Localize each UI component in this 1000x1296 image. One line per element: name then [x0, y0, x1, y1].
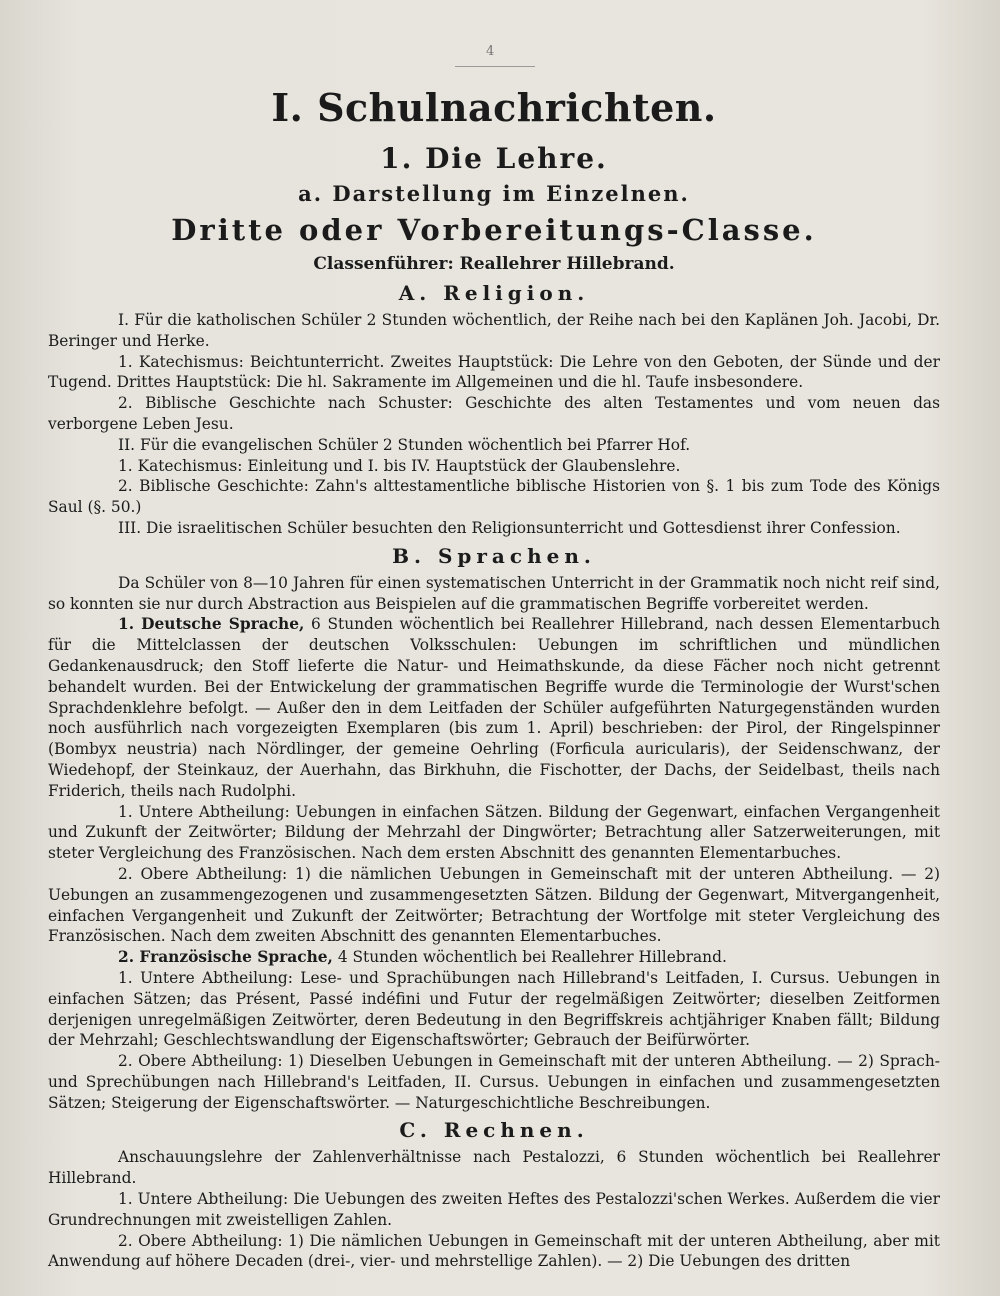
sprachen-paragraph-5	[48, 947, 940, 968]
top-rule	[455, 66, 535, 67]
heading-sprachen: B. Sprachen.	[392, 543, 596, 568]
sprachen-paragraph-4: 2. Obere Abtheilung: 1) die nämlichen Uebungen in Gemeinschaft mit der unteren Abtheilung. — 2) Uebungen an zusammengezogenen und zusammengesetzten Sätzen. Bildung der Gegenwart, Mitvergangenheit, einfachen Vergangenheit und Zukunft der Zeitwörter; Betrachtung der Wortfolge mit steter Vergleichung des Französischen. Nach dem zweiten Abschnitt des genannten Elementarbuches.	[48, 864, 940, 946]
rechnen-paragraph-3: 2. Obere Abtheilung: 1) Die nämlichen Uebungen in Gemeinschaft mit der unteren Abtheilung, aber mit Anwendung auf höhere Decaden (drei-, vier- und mehrstellige Zahlen). — 2) Die Uebungen des dritten	[48, 1231, 940, 1271]
rechnen-paragraph-2: 1. Untere Abtheilung: Die Uebungen des zweiten Heftes des Pestalozzi'schen Werkes. Außerdem die vier Grundrechnungen mit zweistelligen Zahlen.	[48, 1190, 940, 1229]
religion-paragraph-7: III. Die israelitischen Schüler besuchten den Religionsunterricht und Gottesdienst ihrer Confession.	[118, 518, 901, 537]
heading-religion: A. Religion.	[398, 281, 590, 305]
class-leader: Classenführer: Reallehrer Hillebrand.	[313, 254, 675, 274]
franzoesische-sprache-text: 4 Stunden wöchentlich bei Reallehrer Hillebrand.	[337, 948, 727, 967]
religion-paragraph-1: I. Für die katholischen Schüler 2 Stunden wöchentlich, der Reihe nach bei den Kaplänen Joh. Jacobi, Dr. Beringer und Herke.	[48, 311, 940, 350]
main-title: I. Schulnachrichten.	[271, 85, 717, 130]
class-title: Dritte oder Vorbereitungs-Classe.	[171, 213, 817, 247]
subsection-heading: a. Darstellung im Einzelnen.	[298, 181, 690, 206]
section-heading-lehre: 1. Die Lehre.	[380, 142, 608, 175]
sprachen-paragraph-1: Da Schüler von 8—10 Jahren für einen systematischen Unterricht in der Grammatik noch nicht reif sind, so konnten sie nur durch Abstraction aus Beispielen auf die grammatischen Begriffe vorbereitet werden.	[48, 573, 940, 613]
sprachen-paragraph-6: 1. Untere Abtheilung: Lese- und Sprachübungen nach Hillebrand's Leitfaden, I. Cursus. Uebungen in einfachen Sätzen; das Présent, Passé indéfini und Futur der regelmäßigen Zeitwörter; dieselben Zeitformen derjenigen unregelmäßigen Zeitwörter, deren Bedeutung in den Begriffskreis achtjähriger Knaben fällt; Bildung der Mehrzahl; Geschlechtswandlung der Eigenschaftswörter; Gebrauch der Beifürwörter.	[48, 968, 940, 1050]
deutsche-sprache-text: 6 Stunden wöchentlich bei Reallehrer Hillebrand, nach dessen Elementarbuch für die Mittelclassen der deutschen Volksschulen: Uebungen im schriftlichen und mündlichen Gedankenausdruck; den Stoff lieferte die Natur- und Heimathskunde, da diese Fächer noch nicht getrennt behandelt wurden. Bei der Entwickelung der grammatischen Begriffe wurde die Terminologie der Wurst'schen Sprachdenklehre befolgt. — Außer den in dem Leitfaden der Schüler aufgeführten Naturgegenständen wurden noch ausführlich nach vorgezeigten Exemplaren (bis zum 1. April) beschrieben: der Pirol, der Ringelspinner (Bombyx neustria) nach Nördlinger, der gemeine Oehrling (Forficula auricularis), der Seidenschwanz, der Wiedehopf, der Steinkauz, der Auerhahn, das Birkhuhn, die Fischotter, der Dachs, der Seidelbast, theils nach Friderich, theils nach Rudolphi.	[48, 615, 940, 800]
deutsche-sprache-label: 1. Deutsche Sprache,	[118, 615, 305, 634]
sprachen-paragraph-3: 1. Untere Abtheilung: Uebungen in einfachen Sätzen. Bildung der Gegenwart, einfachen Vergangenheit und Zukunft der Zeitwörter; Bildung der Mehrzahl der Dingwörter; Betrachtung aller Satzerweiterungen, mit steter Vergleichung des Französischen. Nach dem ersten Abschnitt des genannten Elementarbuches.	[48, 802, 940, 863]
page-number: 4	[486, 44, 495, 59]
franzoesische-sprache-label: 2. Französische Sprache,	[118, 948, 333, 967]
sprachen-paragraph-7: 2. Obere Abtheilung: 1) Dieselben Uebungen in Gemeinschaft mit der unteren Abtheilung. — 2) Sprach- und Sprechübungen nach Hillebrand's Leitfaden, II. Cursus. Uebungen in einfachen und zusammengesetzten Sätzen; Steigerung der Eigenschaftswörter. — Naturgeschichtliche Beschreibungen.	[48, 1052, 940, 1112]
religion-paragraph-5: 1. Katechismus: Einleitung und I. bis IV. Hauptstück der Glaubenslehre.	[118, 456, 681, 475]
document-body	[48, 86, 940, 1272]
rechnen-paragraph-1: Anschauungslehre der Zahlenverhältnisse nach Pestalozzi, 6 Stunden wöchentlich bei Reallehrer Hillebrand.	[48, 1148, 940, 1188]
religion-paragraph-2: 1. Katechismus: Beichtunterricht. Zweites Hauptstück: Die Lehre von den Geboten, der Sünde und der Tugend. Drittes Hauptstück: Die hl. Sakramente im Allgemeinen und die hl. Taufe insbesondere.	[48, 352, 940, 392]
religion-paragraph-6: 2. Biblische Geschichte: Zahn's alttestamentliche biblische Historien von §. 1 bis zum Tode des Königs Saul (§. 50.)	[48, 477, 940, 517]
sprachen-paragraph-2	[48, 614, 940, 801]
religion-paragraph-4: II. Für die evangelischen Schüler 2 Stunden wöchentlich bei Pfarrer Hof.	[118, 435, 691, 454]
religion-paragraph-3: 2. Biblische Geschichte nach Schuster: Geschichte des alten Testamentes und vom neuen das verborgene Leben Jesu.	[48, 394, 940, 433]
heading-rechnen: C. Rechnen.	[399, 1118, 589, 1143]
